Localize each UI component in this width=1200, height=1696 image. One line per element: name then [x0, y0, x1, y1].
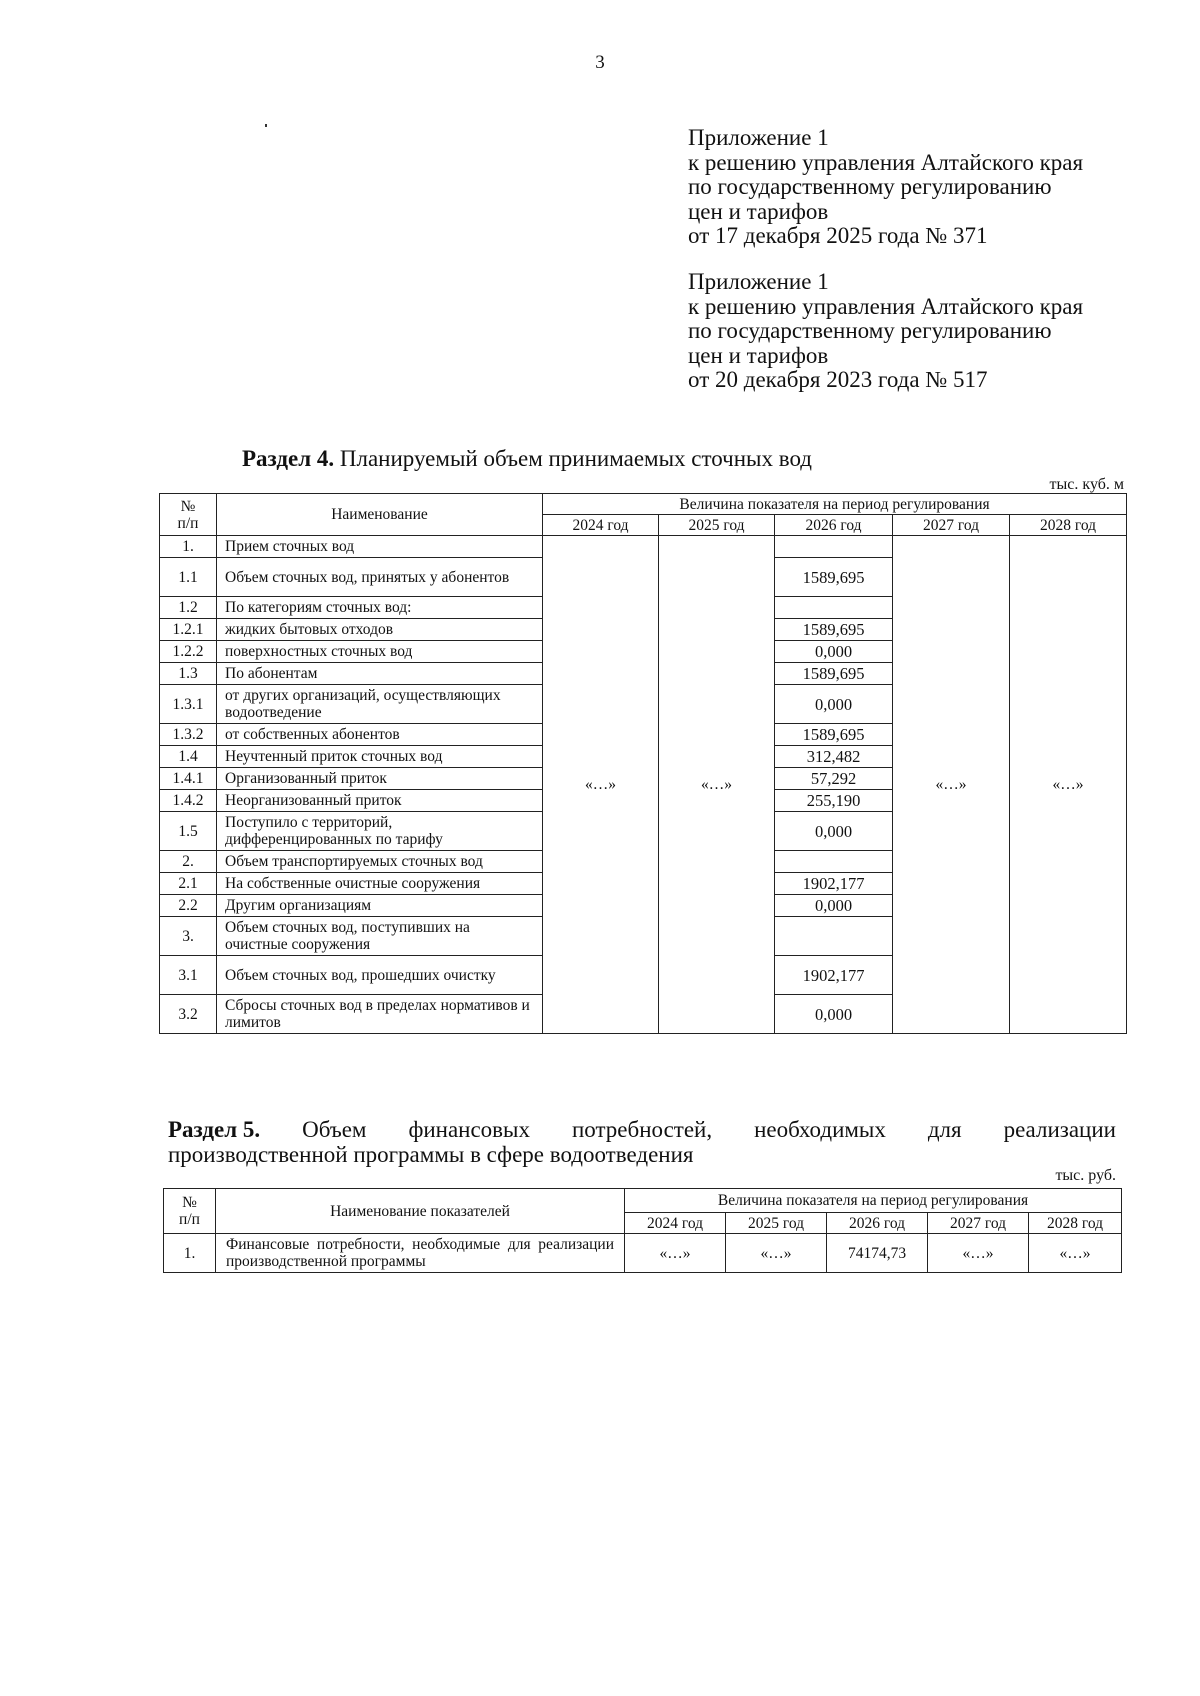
value-2026: 74174,73 — [827, 1234, 928, 1273]
column-header-year: 2027 год — [928, 1213, 1029, 1234]
value-2025: «…» — [726, 1234, 827, 1273]
value-2026 — [775, 597, 893, 619]
row-name: Объем сточных вод, принятых у абонентов — [217, 558, 543, 597]
value-2028: «…» — [1010, 536, 1127, 1034]
section5-title-line2: производственной программы в сфере водоотведения — [168, 1142, 694, 1167]
row-name: На собственные очистные сооружения — [217, 873, 543, 895]
row-number: 1.4 — [160, 746, 217, 768]
row-number: 2. — [160, 851, 217, 873]
row-name: жидких бытовых отходов — [217, 619, 543, 641]
value-2026: 255,190 — [775, 790, 893, 812]
appendix-current-heading — [688, 126, 1083, 249]
row-number: 1. — [164, 1234, 216, 1273]
row-name: поверхностных сточных вод — [217, 641, 543, 663]
appendix-line: по государственному регулированию — [688, 174, 1052, 199]
column-header-name: Наименование показателей — [216, 1189, 625, 1234]
appendix-line: к решению управления Алтайского края — [688, 149, 1084, 175]
row-name: Объем сточных вод, поступивших на очистные сооружения — [217, 917, 543, 956]
value-2027: «…» — [928, 1234, 1029, 1273]
table-header-row — [160, 494, 1127, 515]
column-header-name: Наименование — [217, 494, 543, 536]
row-name: Сбросы сточных вод в пределах нормативов и лимитов — [217, 995, 543, 1034]
column-header-year: 2025 год — [659, 515, 775, 536]
value-2027: «…» — [893, 536, 1010, 1034]
value-2026: 57,292 — [775, 768, 893, 790]
value-2026 — [775, 917, 893, 956]
value-2026: 1589,695 — [775, 724, 893, 746]
column-header-year: 2026 год — [827, 1213, 928, 1234]
value-2026: 1902,177 — [775, 956, 893, 995]
value-2026: 0,000 — [775, 812, 893, 851]
row-number: 1.2 — [160, 597, 217, 619]
appendix-line: от 17 декабря 2025 года № 371 — [688, 223, 988, 248]
row-name: По категориям сточных вод: — [217, 597, 543, 619]
section5-title-word: Объем — [302, 1117, 367, 1142]
row-number: 3.1 — [160, 956, 217, 995]
row-name: Финансовые потребности, необходимые для реализации производственной программы — [216, 1234, 625, 1273]
value-2026: 312,482 — [775, 746, 893, 768]
value-2026: 1902,177 — [775, 873, 893, 895]
row-number: 1.1 — [160, 558, 217, 597]
value-2026: 0,000 — [775, 641, 893, 663]
row-name: Другим организациям — [217, 895, 543, 917]
section5-title-word: необходимых — [754, 1117, 886, 1142]
appendix-line: цен и тарифов — [688, 198, 829, 224]
section5-title-bold: Раздел 5. — [168, 1117, 261, 1142]
column-header-year: 2025 год — [726, 1213, 827, 1234]
row-number: 1.2.2 — [160, 641, 217, 663]
value-2026 — [775, 851, 893, 873]
column-header-period: Величина показателя на период регулирования — [625, 1189, 1122, 1213]
row-name: Прием сточных вод — [217, 536, 543, 558]
section4-table — [159, 493, 1127, 1034]
section5-title-word: реализации — [1003, 1117, 1116, 1142]
section5-unit: тыс. руб. — [1055, 1167, 1116, 1184]
row-name: Организованный приток — [217, 768, 543, 790]
row-name: Объем транспортируемых сточных вод — [217, 851, 543, 873]
appendix-line: от 20 декабря 2023 года № 517 — [688, 367, 988, 392]
section5-table — [163, 1188, 1122, 1273]
column-header-year: 2026 год — [775, 515, 893, 536]
row-number: 1.3.1 — [160, 685, 217, 724]
row-number: 1.4.2 — [160, 790, 217, 812]
section5-title — [168, 1117, 1116, 1167]
value-2026: 1589,695 — [775, 663, 893, 685]
value-2026: 0,000 — [775, 895, 893, 917]
appendix-line: Приложение 1 — [688, 269, 829, 294]
value-2026 — [775, 536, 893, 558]
value-2026: 0,000 — [775, 995, 893, 1034]
section4-title-bold: Раздел 4. — [242, 446, 335, 471]
appendix-line: к решению управления Алтайского края — [688, 293, 1084, 319]
section4-title-text: Планируемый объем принимаемых сточных вод — [334, 446, 812, 471]
column-header-number: № п/п — [164, 1189, 216, 1234]
stray-mark — [265, 124, 267, 127]
row-name: По абонентам — [217, 663, 543, 685]
column-header-year: 2028 год — [1010, 515, 1127, 536]
table-row — [160, 536, 1127, 558]
row-name: Поступило с территорий, дифференцированных по тарифу — [217, 812, 543, 851]
row-number: 1.3 — [160, 663, 217, 685]
value-2024: «…» — [625, 1234, 726, 1273]
row-name: Неорганизованный приток — [217, 790, 543, 812]
section4-unit: тыс. куб. м — [1049, 476, 1124, 493]
table-header-row — [164, 1189, 1122, 1213]
row-number: 2.2 — [160, 895, 217, 917]
appendix-previous-heading — [688, 270, 1083, 393]
row-name: от собственных абонентов — [217, 724, 543, 746]
section4-title — [242, 446, 812, 472]
row-number: 1.3.2 — [160, 724, 217, 746]
section5-title-word: финансовых — [408, 1117, 530, 1142]
row-number: 1. — [160, 536, 217, 558]
column-header-number: № п/п — [160, 494, 217, 536]
value-2026: 0,000 — [775, 685, 893, 724]
row-number: 1.2.1 — [160, 619, 217, 641]
row-number: 3.2 — [160, 995, 217, 1034]
value-2025: «…» — [659, 536, 775, 1034]
row-number: 1.4.1 — [160, 768, 217, 790]
row-name: от других организаций, осуществляющих водоотведение — [217, 685, 543, 724]
row-number: 3. — [160, 917, 217, 956]
column-header-period: Величина показателя на период регулирования — [543, 494, 1127, 515]
table-row — [164, 1234, 1122, 1273]
appendix-line: Приложение 1 — [688, 125, 829, 150]
value-2026: 1589,695 — [775, 558, 893, 597]
column-header-year: 2027 год — [893, 515, 1010, 536]
appendix-line: по государственному регулированию — [688, 318, 1052, 343]
section5-title-line1 — [168, 1117, 1116, 1142]
row-number: 1.5 — [160, 812, 217, 851]
section5-title-word: для — [927, 1117, 962, 1142]
value-2024: «…» — [543, 536, 659, 1034]
row-name: Неучтенный приток сточных вод — [217, 746, 543, 768]
page-number: 3 — [595, 52, 605, 73]
value-2028: «…» — [1029, 1234, 1122, 1273]
section5-title-word: потребностей, — [571, 1117, 713, 1142]
row-number: 2.1 — [160, 873, 217, 895]
column-header-year: 2028 год — [1029, 1213, 1122, 1234]
row-name: Объем сточных вод, прошедших очистку — [217, 956, 543, 995]
column-header-year: 2024 год — [543, 515, 659, 536]
value-2026: 1589,695 — [775, 619, 893, 641]
column-header-year: 2024 год — [625, 1213, 726, 1234]
appendix-line: цен и тарифов — [688, 342, 829, 368]
